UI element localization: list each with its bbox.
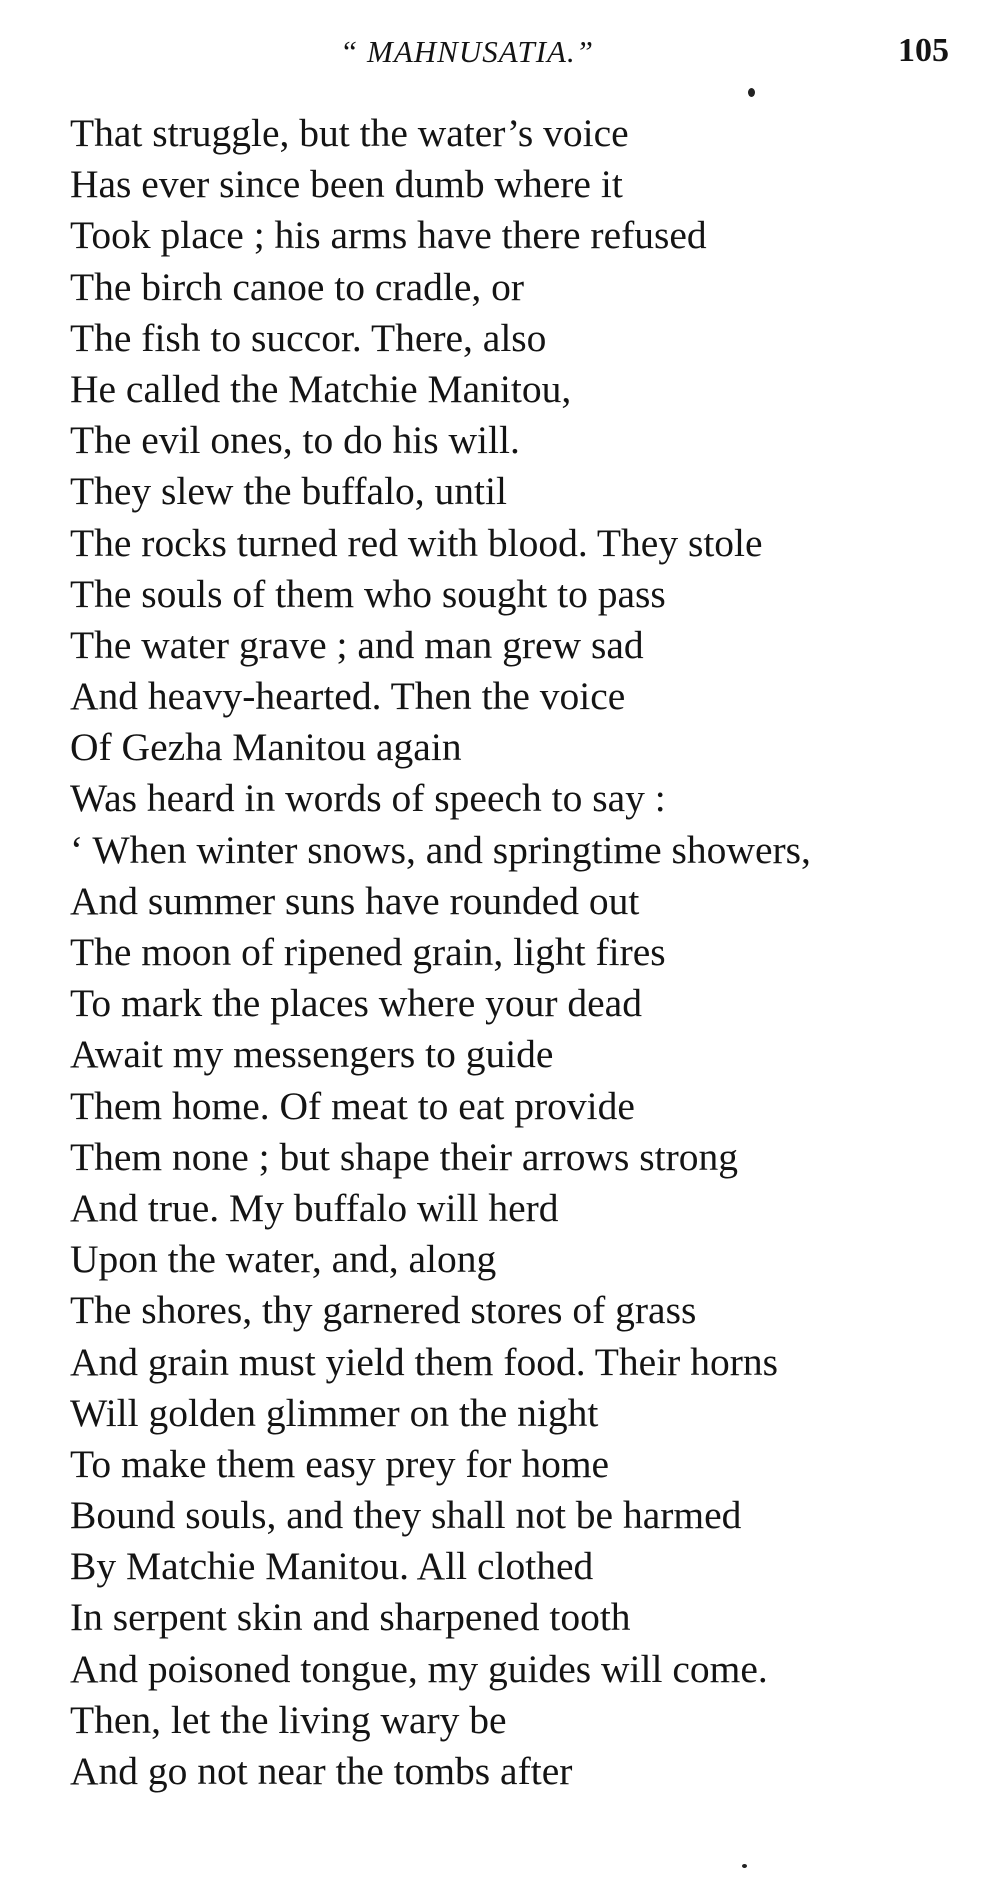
poem-line: He called the Matchie Manitou,	[70, 366, 572, 411]
poem-line: By Matchie Manitou. All clothed	[70, 1544, 594, 1589]
poem-line: The evil ones, to do his will.	[70, 418, 520, 463]
ink-speck	[742, 1864, 747, 1868]
poem-line: And summer suns have rounded out	[70, 878, 640, 923]
poem-line: ‘ When winter snows, and springtime showers,	[70, 827, 811, 872]
poem-line: And poisoned tongue, my guides will come.	[70, 1646, 768, 1691]
poem-line: Took place ; his arms have there refused	[70, 213, 707, 258]
poem-line: The water grave ; and man grew sad	[70, 622, 644, 667]
poem-line: Will golden glimmer on the night	[70, 1390, 599, 1435]
poem-line: The fish to succor. There, also	[70, 315, 547, 360]
poem-line: And true. My buffalo will herd	[70, 1185, 559, 1230]
poem-line: And go not near the tombs after	[70, 1749, 573, 1793]
poem-line: To make them easy prey for home	[70, 1441, 610, 1486]
page-number: 105	[898, 32, 949, 69]
poem-line: Was heard in words of speech to say :	[70, 776, 666, 821]
poem-line: They slew the buffalo, until	[70, 469, 507, 514]
poem-line: And heavy-hearted. Then the voice	[70, 674, 626, 719]
poem-line: Bound souls, and they shall not be harmed	[70, 1493, 742, 1538]
poem-line: That struggle, but the water’s voice	[70, 111, 629, 155]
poem-line: In serpent skin and sharpened tooth	[70, 1595, 631, 1640]
poem-line: The shores, thy garnered stores of grass	[70, 1288, 697, 1333]
poem-line: Them home. Of meat to eat provide	[70, 1083, 635, 1128]
poem-line: Has ever since been dumb where it	[70, 162, 623, 207]
poem-line: The rocks turned red with blood. They stole	[70, 520, 763, 565]
poem-line: The birch canoe to cradle, or	[70, 264, 525, 309]
running-title: “ MAHNUSATIA.”	[340, 34, 594, 69]
poem-line: Then, let the living wary be	[70, 1697, 507, 1742]
poem-line: Await my messengers to guide	[70, 1032, 554, 1077]
poem-line: Them none ; but shape their arrows strong	[70, 1134, 739, 1179]
poem-line: Of Gezha Manitou again	[70, 725, 462, 770]
poem-line: The moon of ripened grain, light fires	[70, 930, 666, 974]
poem-line: Upon the water, and, along	[70, 1237, 497, 1282]
running-head	[0, 34, 1000, 84]
poem-line: The souls of them who sought to pass	[70, 571, 666, 616]
ink-speck	[748, 88, 755, 97]
poem-text	[70, 108, 970, 1797]
poem-line: To mark the places where your dead	[70, 981, 642, 1026]
poem-line: And grain must yield them food. Their horns	[70, 1339, 778, 1384]
